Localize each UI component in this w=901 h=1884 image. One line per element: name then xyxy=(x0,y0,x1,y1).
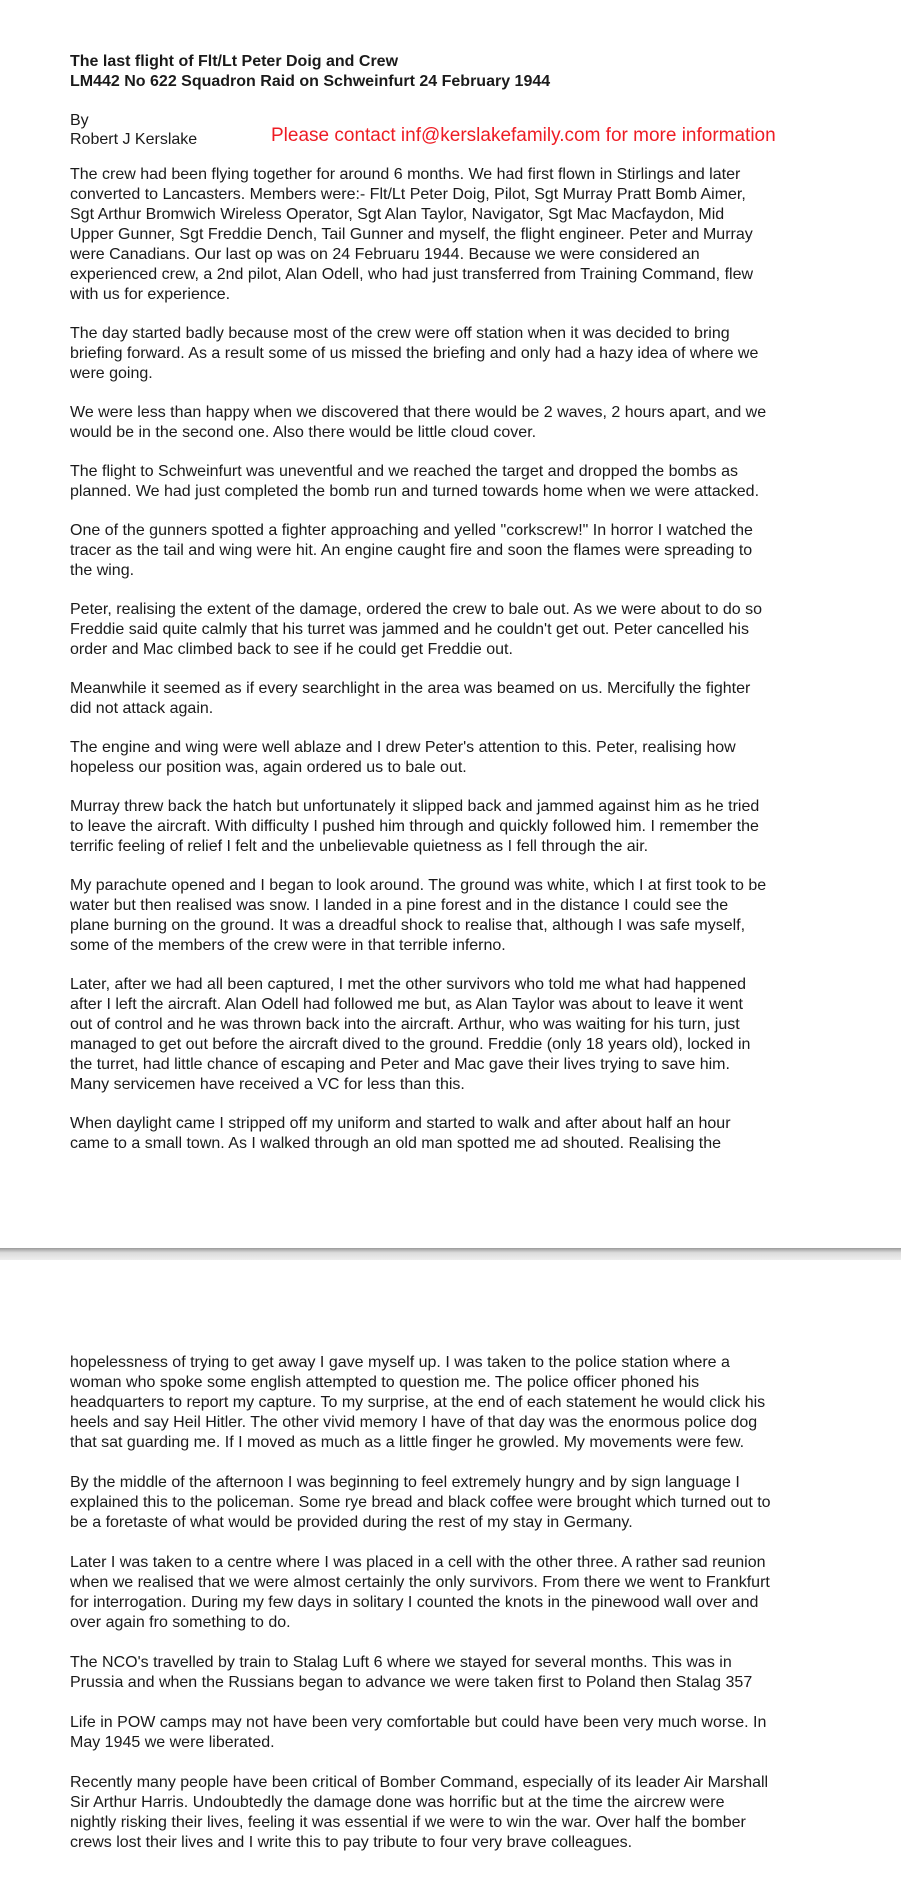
document-title xyxy=(70,52,550,92)
paragraph: The NCO's travelled by train to Stalag Luft 6 where we stayed for several months. This was in Prussia and when the Russians began to advance we were taken first to Poland then Stalag 357 xyxy=(70,1654,753,1691)
page-1-body xyxy=(70,165,838,1173)
paragraph: Peter, realising the extent of the damage, ordered the crew to bale out. As we were about to do so Freddie said quite calmly that his turret was jammed and he couldn't get out. Peter cancelled his order and Mac climbed back to see if he could get Freddie out. xyxy=(70,601,762,658)
page-2-body xyxy=(70,1353,838,1873)
document-page-2 xyxy=(0,1260,901,1884)
paragraph: Life in POW camps may not have been very comfortable but could have been very much worse. In May 1945 we were liberated. xyxy=(70,1714,767,1751)
paragraph: Recently many people have been critical of Bomber Command, especially of its leader Air Marshall Sir Arthur Harris. Undoubtedly the damage done was horrific but at the time the aircrew were nightly risking their lives, feeling it was essential if we were to win the war. Over half the bomber crews lost their lives and I write this to pay tribute to four very brave colleagues. xyxy=(70,1774,769,1851)
paragraph: We were less than happy when we discovered that there would be 2 waves, 2 hours apart, and we would be in the second one. Also there would be little cloud cover. xyxy=(70,404,767,441)
paragraph: The engine and wing were well ablaze and I drew Peter's attention to this. Peter, realising how hopeless our position was, again ordered us to bale out. xyxy=(70,739,736,776)
title-line-1: The last flight of Flt/Lt Peter Doig and Crew xyxy=(70,53,399,70)
paragraph: By the middle of the afternoon I was beginning to feel extremely hungry and by sign language I explained this to the policeman. Some rye bread and black coffee were brought which turned out to be a foretaste of what would be provided during the rest of my stay in Germany. xyxy=(70,1474,771,1531)
title-line-2: LM442 No 622 Squadron Raid on Schweinfurt 24 February 1944 xyxy=(70,73,551,90)
paragraph: Murray threw back the hatch but unfortunately it slipped back and jammed against him as he tried to leave the aircraft. With difficulty I pushed him through and quickly followed him. I remember the terrific feeling of relief I felt and the unbelievable quietness as I fell through the air. xyxy=(70,798,760,855)
author-name: Robert J Kerslake xyxy=(70,131,198,148)
paragraph: When daylight came I stripped off my uniform and started to walk and after about half an hour came to a small town. As I walked through an old man spotted me ad shouted. Realising the xyxy=(70,1115,731,1152)
paragraph: One of the gunners spotted a fighter approaching and yelled "corkscrew!" In horror I watched the tracer as the tail and wing were hit. An engine caught fire and soon the flames were spreading to the wing. xyxy=(70,522,753,579)
paragraph: Later I was taken to a centre where I was placed in a cell with the other three. A rather sad reunion when we realised that we were almost certainly the only survivors. From there we went to Frankfurt for interrogation. During my few days in solitary I counted the knots in the pinewood wall over and over again fro something to do. xyxy=(70,1554,770,1631)
page-break-divider xyxy=(0,1248,901,1260)
paragraph: The day started badly because most of the crew were off station when it was decided to bring briefing forward. As a result some of us missed the briefing and only had a hazy idea of where we were going. xyxy=(70,325,759,382)
paragraph: hopelessness of trying to get away I gave myself up. I was taken to the police station where a woman who spoke some english attempted to question me. The police officer phoned his headquarters to report my capture. To my surprise, at the end of each statement he would click his heels and say Heil Hitler. The other vivid memory I have of that day was the enormous police dog that sat guarding me. If I moved as much as a little finger he growled. My movements were few. xyxy=(70,1354,766,1451)
paragraph: My parachute opened and I began to look around. The ground was white, which I at first took to be water but then realised was snow. I landed in a pine forest and in the distance I could see the plane burning on the ground. It was a dreadful shock to realise that, although I was safe myself, some of the members of the crew were in that terrible inferno. xyxy=(70,877,767,954)
contact-note: Please contact inf@kerslakefamily.com for more information xyxy=(271,125,776,146)
paragraph: The crew had been flying together for around 6 months. We had first flown in Stirlings and later converted to Lancasters. Members were:- Flt/Lt Peter Doig, Pilot, Sgt Murray Pratt Bomb Aimer, Sgt Arthur Bromwich Wireless Operator, Sgt Alan Taylor, Navigator, Sgt Mac Macfaydon, Mid Upper Gunner, Sgt Freddie Dench, Tail Gunner and myself, the flight engineer. Peter and Murray were Canadians. Our last op was on 24 Februaru 1944. Because we were considered an experienced crew, a 2nd pilot, Alan Odell, who had just transferred from Training Command, flew with us for experience. xyxy=(70,166,754,303)
paragraph: Meanwhile it seemed as if every searchlight in the area was beamed on us. Mercifully the fighter did not attack again. xyxy=(70,680,751,717)
paragraph: Later, after we had all been captured, I met the other survivors who told me what had happened after I left the aircraft. Alan Odell had followed me but, as Alan Taylor was about to leave it went out of control and he was thrown back into the aircraft. Arthur, who was waiting for his turn, just managed to get out before the aircraft dived to the ground. Freddie (only 18 years old), locked in the turret, had little chance of escaping and Peter and Mac gave their lives trying to save him. Many servicemen have received a VC for less than this. xyxy=(70,976,751,1093)
byline xyxy=(70,111,197,149)
paragraph: The flight to Schweinfurt was uneventful and we reached the target and dropped the bombs as planned. We had just completed the bomb run and turned towards home when we were attacked. xyxy=(70,463,760,500)
by-label: By xyxy=(70,112,89,129)
